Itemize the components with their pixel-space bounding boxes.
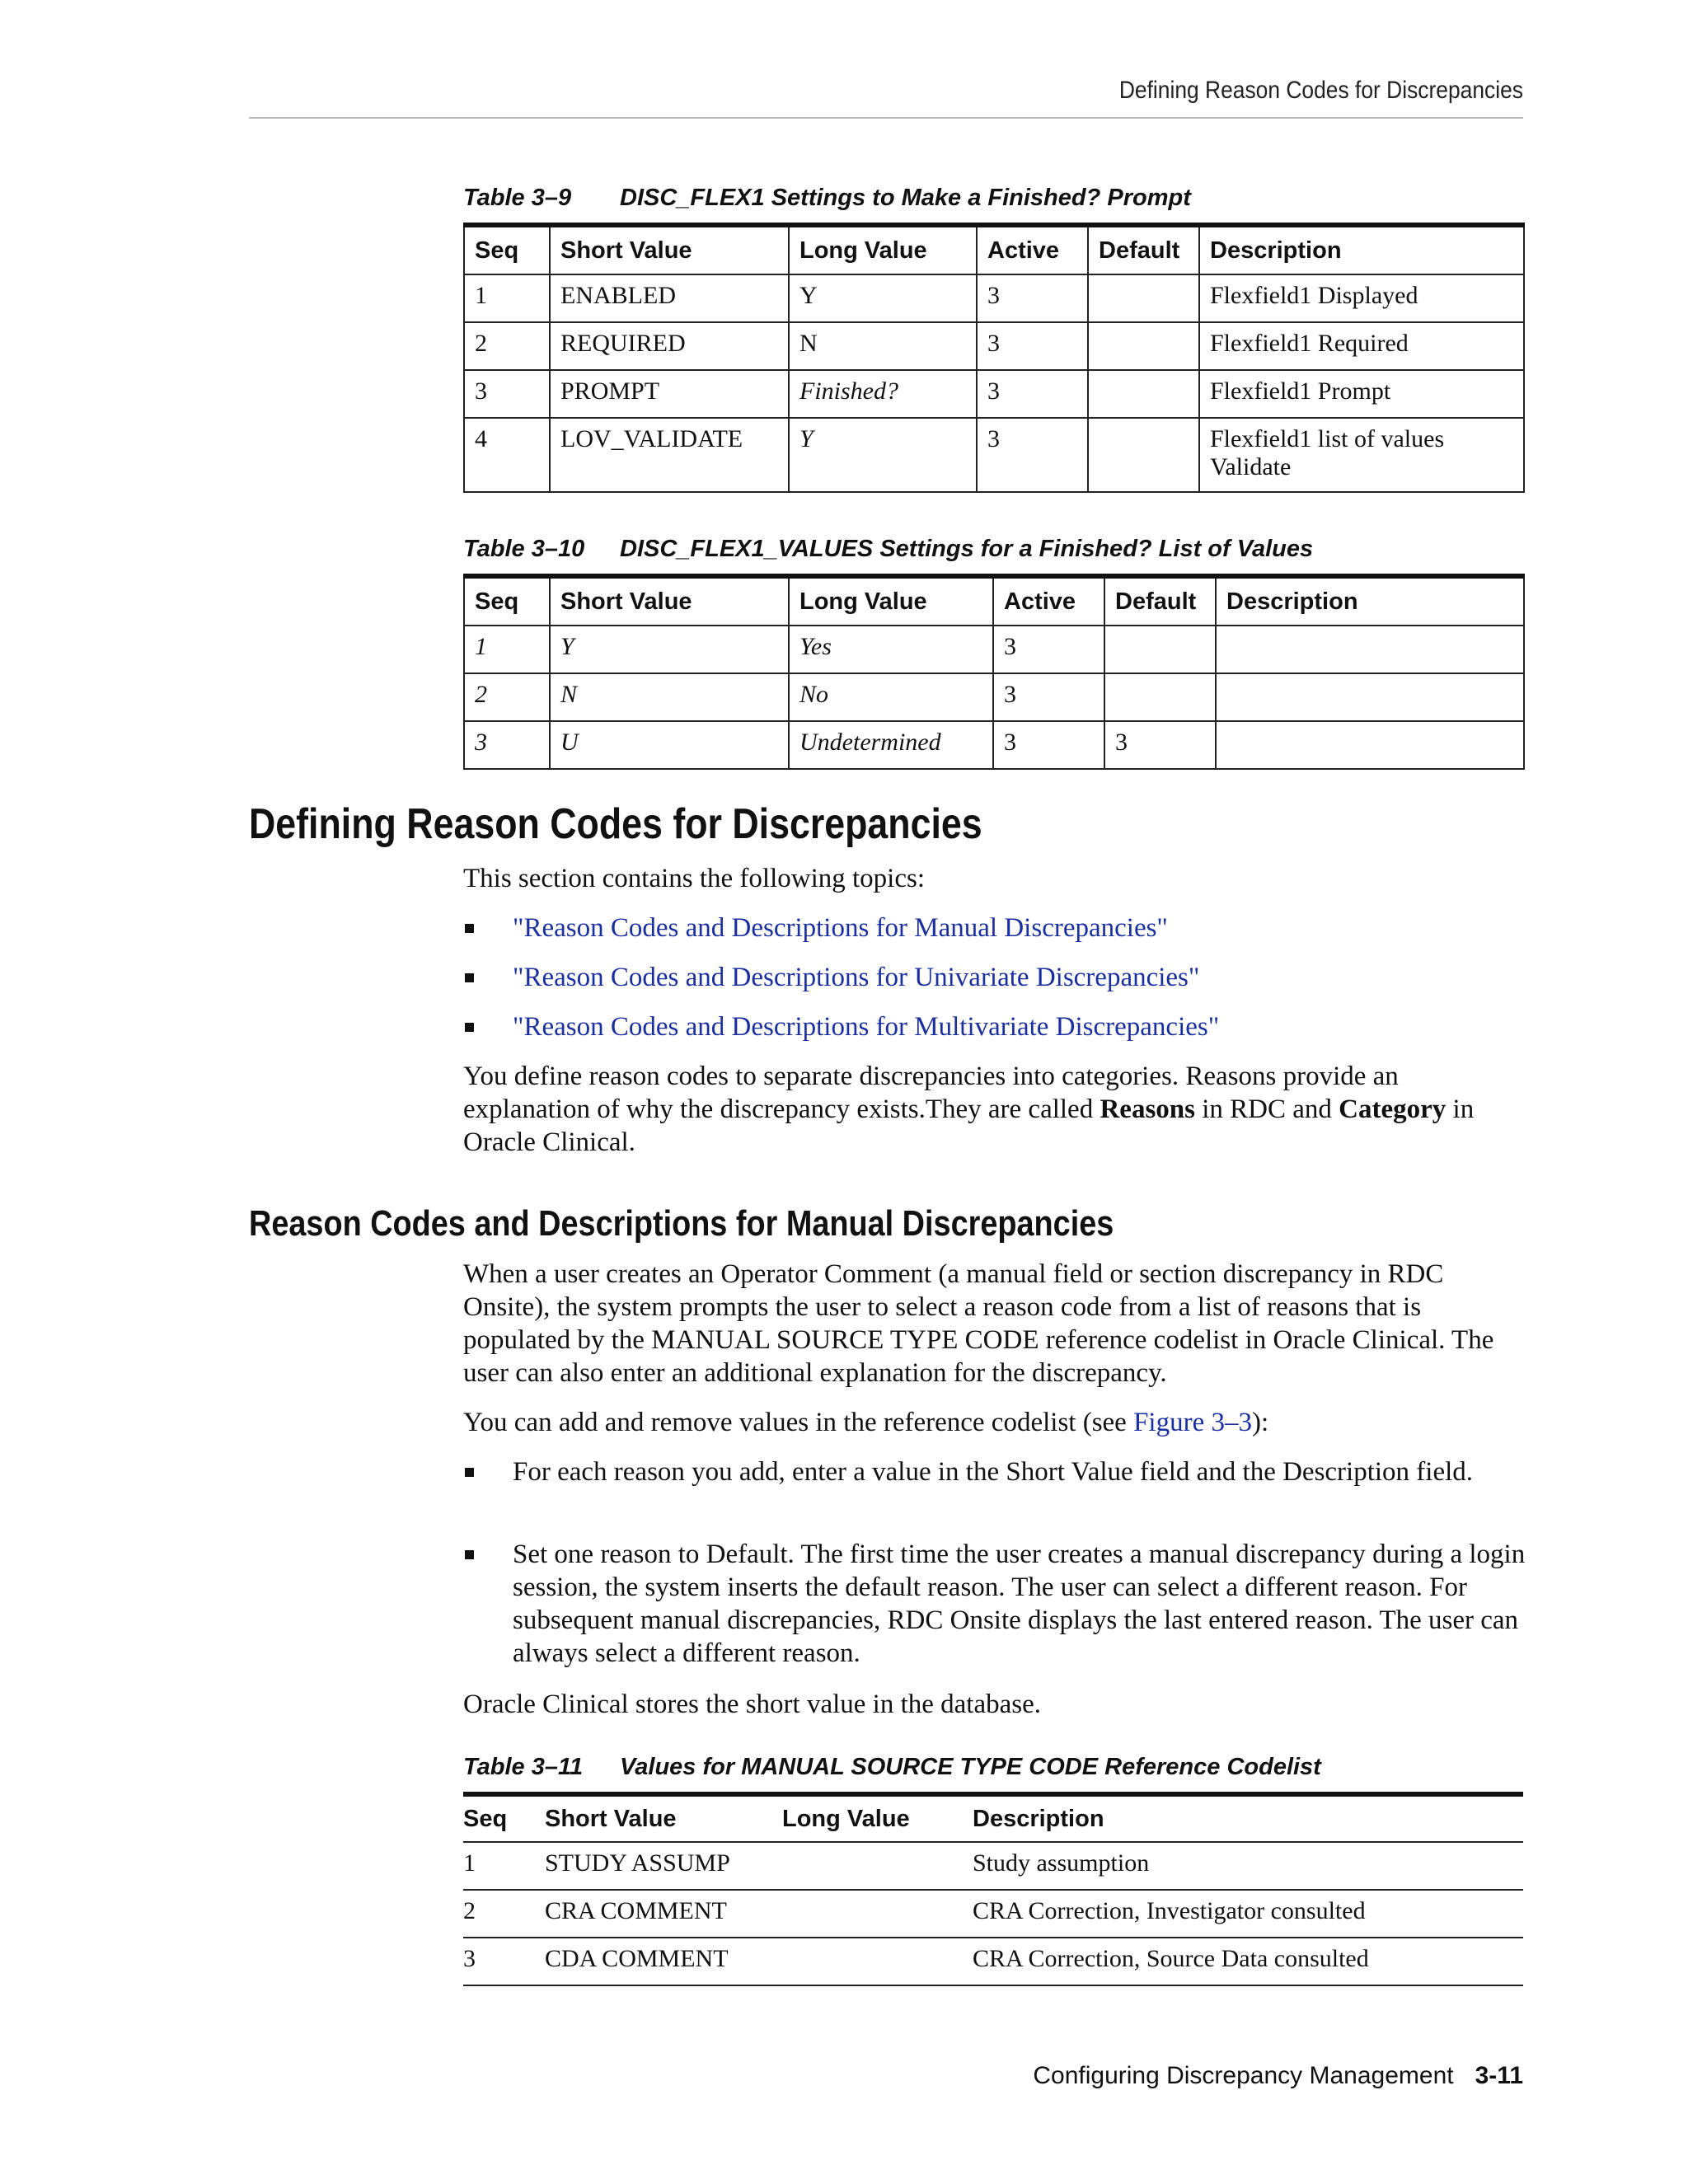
table-manual-source-type-code [463, 1792, 1523, 1986]
table-cell: N [550, 673, 789, 721]
table-row [464, 721, 1524, 769]
table-cell: No [789, 673, 993, 721]
subsection-paragraph: When a user creates an Operator Comment (a manual field or section discrepancy in RDC Onsite), the system prompts the user to select a reason code from a list of reasons that is populated by the MANUAL SOURCE TYPE CODE reference codelist in Oracle Clinical. The user can also enter an additional explanation for the discrepancy. [463, 1259, 1494, 1388]
table-cell: 3 [977, 322, 1088, 370]
table-cell [1104, 626, 1216, 673]
table-title: Values for MANUAL SOURCE TYPE CODE Reference Codelist [620, 1754, 1321, 1780]
table-caption [463, 1754, 1321, 1781]
table-cell: 3 [993, 673, 1104, 721]
table-row [463, 1842, 1523, 1890]
page-footer [824, 2062, 1523, 2090]
table-cell: Finished? [789, 370, 977, 418]
column-header: Active [977, 225, 1088, 274]
table-cell [1088, 274, 1199, 322]
column-header: Description [973, 1794, 1523, 1842]
body-text: ): [1252, 1408, 1269, 1437]
table-cell: Flexfield1 Displayed [1199, 274, 1524, 322]
column-header: Seq [464, 576, 550, 626]
table-title: DISC_FLEX1 Settings to Make a Finished? Prompt [620, 185, 1191, 211]
table-cell [1088, 370, 1199, 418]
subsection-paragraph [463, 1406, 1526, 1439]
table-cell: 3 [464, 721, 550, 769]
table-cell: Flexfield1 Required [1199, 322, 1524, 370]
table-cell: LOV_VALIDATE [550, 418, 789, 492]
subsection-heading: Reason Codes and Descriptions for Manual Discrepancies [249, 1203, 1114, 1244]
table-cell: 3 [993, 721, 1104, 769]
table-cell: 2 [463, 1890, 545, 1938]
column-header: Short Value [550, 576, 789, 626]
table-cell: Flexfield1 Prompt [1199, 370, 1524, 418]
column-header: Long Value [782, 1794, 973, 1842]
table-cell: N [789, 322, 977, 370]
table-cell: Y [789, 274, 977, 322]
table-cell [1088, 418, 1199, 492]
table-cell: Yes [789, 626, 993, 673]
table-cell [782, 1842, 973, 1890]
figure-link[interactable]: Figure 3–3 [1133, 1408, 1252, 1437]
column-header: Seq [464, 225, 550, 274]
column-header: Short Value [545, 1794, 782, 1842]
table-cell [1216, 673, 1524, 721]
table-cell: Y [550, 626, 789, 673]
table-cell: 3 [993, 626, 1104, 673]
bullet-icon [465, 924, 474, 933]
topic-link-multivariate[interactable]: "Reason Codes and Descriptions for Multivariate Discrepancies" [513, 1012, 1220, 1042]
table-cell: REQUIRED [550, 322, 789, 370]
column-header: Long Value [789, 576, 993, 626]
column-header: Description [1199, 225, 1524, 274]
column-header: Seq [463, 1794, 545, 1842]
column-header: Active [993, 576, 1104, 626]
topic-link-manual[interactable]: "Reason Codes and Descriptions for Manual Discrepancies" [513, 913, 1168, 943]
column-header: Long Value [789, 225, 977, 274]
table-cell: Undetermined [789, 721, 993, 769]
table-cell [1088, 322, 1199, 370]
running-header-title: Defining Reason Codes for Discrepancies [1118, 77, 1523, 104]
table-title: DISC_FLEX1_VALUES Settings for a Finished? List of Values [620, 536, 1314, 562]
table-header-row [464, 225, 1524, 274]
table-cell: 3 [977, 370, 1088, 418]
table-cell: STUDY ASSUMP [545, 1842, 782, 1890]
footer-chapter-title: Configuring Discrepancy Management [1033, 2062, 1454, 2089]
column-header: Default [1104, 576, 1216, 626]
table-cell: CRA COMMENT [545, 1890, 782, 1938]
table-cell: Flexfield1 list of values Validate [1199, 418, 1524, 492]
section-intro: This section contains the following topics: [463, 864, 926, 893]
table-cell: 1 [463, 1842, 545, 1890]
instruction-text: Set one reason to Default. The first time the user creates a manual discrepancy during a login session, the system inserts the default reason. The user can select a different reason. For subsequent manual discrepancies, RDC Onsite displays the last entered reason. The user can always select a different reason. [513, 1540, 1526, 1668]
table-disc-flex1-settings [463, 223, 1525, 493]
column-header: Short Value [550, 225, 789, 274]
table-row [464, 370, 1524, 418]
table-cell: CRA Correction, Investigator consulted [973, 1890, 1523, 1938]
section-body [463, 1060, 1526, 1159]
table-row [463, 1890, 1523, 1938]
table-row [464, 673, 1524, 721]
table-header-row [463, 1794, 1523, 1842]
table-cell: CDA COMMENT [545, 1938, 782, 1985]
table-cell [1216, 721, 1524, 769]
topic-link-univariate[interactable]: "Reason Codes and Descriptions for Univariate Discrepancies" [513, 963, 1200, 992]
subsection-paragraph: Oracle Clinical stores the short value in the database. [463, 1690, 1042, 1719]
table-cell [1104, 673, 1216, 721]
bullet-icon [465, 1023, 474, 1032]
table-cell: 4 [464, 418, 550, 492]
term-reasons: Reasons [1100, 1094, 1195, 1124]
table-cell: U [550, 721, 789, 769]
table-number: Table 3–10 [463, 536, 585, 562]
table-number: Table 3–11 [463, 1754, 584, 1780]
table-row [463, 1938, 1523, 1985]
table-cell: ENABLED [550, 274, 789, 322]
bullet-icon [465, 1550, 474, 1559]
table-number: Table 3–9 [463, 185, 572, 211]
table-cell: CRA Correction, Source Data consulted [973, 1938, 1523, 1985]
column-header: Default [1088, 225, 1199, 274]
instruction-text: For each reason you add, enter a value in the Short Value field and the Description field. [513, 1457, 1474, 1487]
table-cell: 2 [464, 673, 550, 721]
body-text: in RDC and [1195, 1094, 1339, 1124]
table-caption [463, 185, 1191, 212]
table-cell: 3 [1104, 721, 1216, 769]
table-caption [463, 536, 1313, 563]
column-header: Description [1216, 576, 1524, 626]
table-row [464, 626, 1524, 673]
table-cell: 3 [977, 274, 1088, 322]
table-cell [1216, 626, 1524, 673]
bullet-icon [465, 973, 474, 982]
running-header [249, 74, 1523, 119]
body-text: in Oracle Clinical. [463, 1094, 1475, 1157]
table-row [464, 418, 1524, 492]
body-text: You can add and remove values in the reference codelist (see [463, 1408, 1134, 1437]
table-cell: 2 [464, 322, 550, 370]
body-text: You define reason codes to separate discrepancies into categories. Reasons provide an explanation of why the discrepancy exists.They are called [463, 1062, 1399, 1124]
table-row [464, 322, 1524, 370]
table-header-row [464, 576, 1524, 626]
table-cell [782, 1938, 973, 1985]
table-cell: 1 [464, 626, 550, 673]
table-cell: 1 [464, 274, 550, 322]
table-cell: 3 [977, 418, 1088, 492]
table-disc-flex1-values [463, 574, 1525, 770]
table-row [464, 274, 1524, 322]
table-cell [782, 1890, 973, 1938]
term-category: Category [1339, 1094, 1447, 1124]
bullet-icon [465, 1468, 474, 1477]
table-cell: 3 [464, 370, 550, 418]
table-cell: Study assumption [973, 1842, 1523, 1890]
table-cell: 3 [463, 1938, 545, 1985]
table-cell: Y [789, 418, 977, 492]
section-heading: Defining Reason Codes for Discrepancies [249, 800, 982, 848]
page-number: 3-11 [1475, 2062, 1523, 2089]
table-cell: PROMPT [550, 370, 789, 418]
